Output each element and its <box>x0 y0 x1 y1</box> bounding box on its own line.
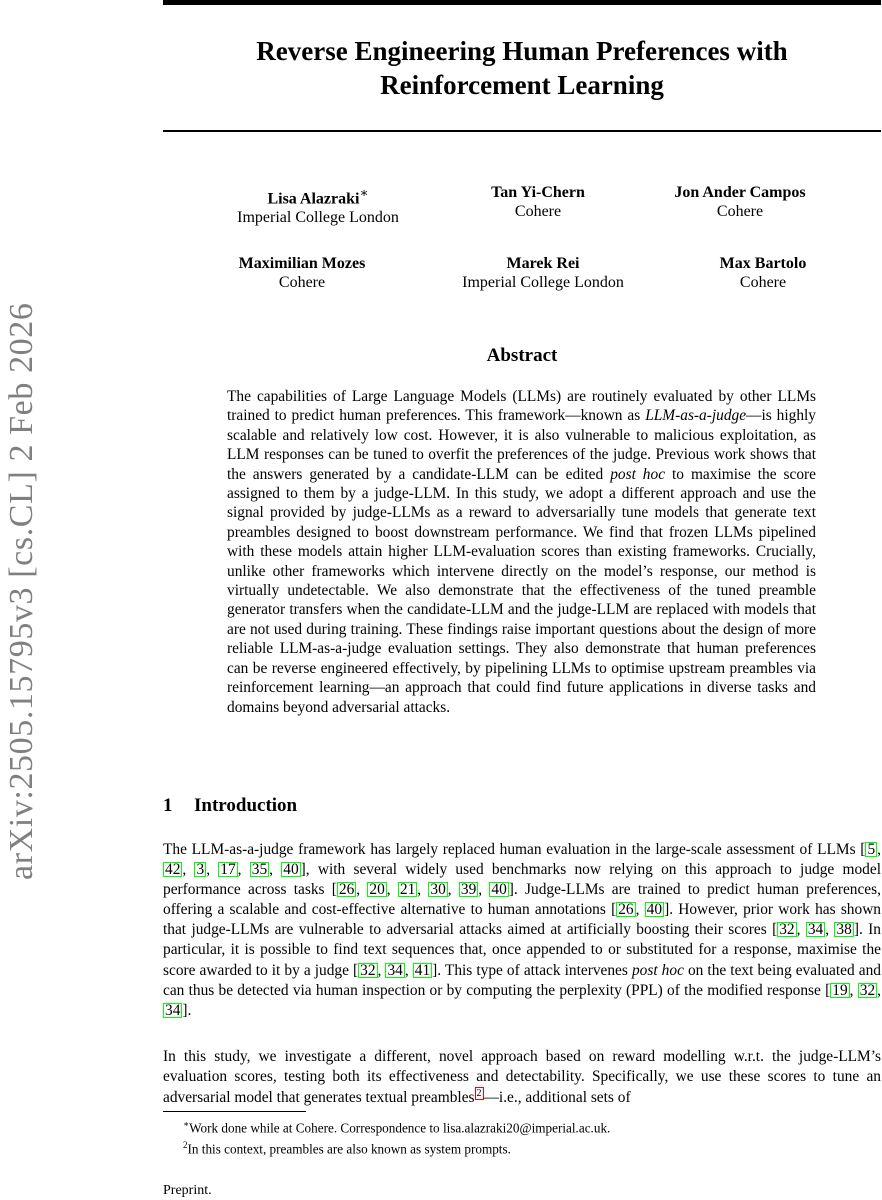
title-line-2: Reinforcement Learning <box>380 70 664 100</box>
footnote-link[interactable]: 2 <box>476 1088 482 1100</box>
author-mark: ∗ <box>359 185 369 200</box>
author-block <box>688 254 838 292</box>
page-footer: Preprint. <box>163 1183 212 1198</box>
citation-link[interactable]: 32 <box>859 981 876 999</box>
top-rule <box>163 0 881 5</box>
footnote <box>183 1116 610 1136</box>
author-name: Lisa Alazraki <box>267 190 360 208</box>
author-block <box>650 183 830 221</box>
citation-link[interactable]: 39 <box>460 881 477 899</box>
citation-link[interactable]: 21 <box>399 881 416 899</box>
citation-link[interactable]: 40 <box>491 881 507 899</box>
citation-link[interactable]: 3 <box>196 861 205 879</box>
citation-link[interactable]: 17 <box>220 861 236 879</box>
author-block <box>213 183 423 227</box>
arxiv-stamp[interactable]: arXiv:2505.15795v3 [cs.CL] 2 Feb 2026 <box>3 302 40 880</box>
abstract-heading: Abstract <box>486 345 558 366</box>
citation-link[interactable]: 32 <box>360 961 376 979</box>
author-name: Jon Ander Campos <box>674 184 806 201</box>
author-block <box>438 254 648 292</box>
author-name: Max Bartolo <box>719 255 807 272</box>
footnote-mark: ∗ <box>183 1119 190 1129</box>
citation-link[interactable]: 34 <box>807 921 824 939</box>
citation-link[interactable]: 40 <box>646 901 663 919</box>
citation-link[interactable]: 20 <box>369 881 385 899</box>
author-affiliation: Cohere <box>514 203 562 220</box>
title-rule <box>163 130 881 132</box>
title-line-1: Reverse Engineering Human Preferences with <box>256 36 788 66</box>
citation-link[interactable]: 32 <box>779 921 795 939</box>
citation-link[interactable]: 34 <box>387 961 403 979</box>
citation-link[interactable]: 35 <box>251 861 268 879</box>
citation-link[interactable]: 26 <box>338 881 355 899</box>
footnote-mark: 2 <box>183 1140 188 1150</box>
author-affiliation: Imperial College London <box>462 274 624 291</box>
footnote-text: In this context, preambles are also known as system prompts. <box>187 1141 511 1157</box>
citation-link[interactable]: 34 <box>165 1001 181 1019</box>
intro-paragraph-1: The LLM-as-a-judge framework has largely replaced human evaluation in the large-scale assessment of LLMs [ 5 , 42 , 3 , 17 , 35 , 40 ], with several widely used benchmarks now relying on this approach to judge model performance across tasks [ 26 , 20 , 21 , 30 , 39 , 40 ]. Judge-LLMs are trained to predict human preferences, offering a scalable and cost-effective alternative to human annotations [ 26 , 40 ]. However, prior work has shown that judge-LLMs are vulnerable to adversarial attacks aimed at artificially boosting their scores [ 32 , 34 , 38 ]. In particular, it is possible to find text sequences that, once appended to or substituted for a response, maximise the score awarded to it by a judge [ 32 , 34 , 41 ]. This type of attack intervenes post hoc on the text being evaluated and can thus be detected via human inspection or by computing the perplexity (PPL) of the modified response [ 19 , 32 , 34 ]. <box>163 841 882 1019</box>
footnote <box>183 1137 511 1157</box>
footnote-rule <box>163 1111 306 1112</box>
author-affiliation: Cohere <box>278 274 326 291</box>
citation-link[interactable]: 41 <box>414 961 431 979</box>
author-affiliation: Imperial College London <box>237 209 399 227</box>
author-name: Maximilian Mozes <box>238 255 366 272</box>
author-name: Tan Yi-Chern <box>491 184 585 201</box>
paper-title <box>163 34 881 102</box>
abstract-text: The capabilities of Large Language Models (LLMs) are routinely evaluated by other LLMs trained to predict human preferences. This framework—known as LLM-as-a-judge—is highly scalable and relatively low cost. However, it is also vulnerable to malicious exploitation, as LLM responses can be tuned to overfit the preferences of the judge. Previous work shows that the answers generated by a candidate-LLM can be edited post hoc to maximise the score assigned to them by a judge-LLM. In this study, we adopt a different approach and use the signal provided by judge-LLMs as a reward to adversarially tune models that generate text preambles designed to boost downstream performance. We find that frozen LLMs pipelined with these models attain higher LLM-evaluation scores than existing frameworks. Crucially, unlike other frameworks which intervene directly on the model’s response, our method is virtually undetectable. We also demonstrate that the effectiveness of the tuned preamble generator transfers when the candidate-LLM and the judge-LLM are replaced with models that are not used during training. These findings raise important questions about the design of more reliable LLM-as-a-judge evaluation settings. They also demonstrate that human preferences can be reverse engineered effectively, by pipelining LLMs to optimise upstream preambles via reinforcement learning—an approach that could find future applications in diverse tasks and domains beyond adversarial attacks. <box>227 388 817 716</box>
author-affiliation: Cohere <box>739 274 787 291</box>
citation-link[interactable]: 19 <box>832 981 848 999</box>
section-number: 1 <box>163 795 173 816</box>
author-affiliation: Cohere <box>716 203 764 220</box>
author-block <box>438 183 638 221</box>
citation-link[interactable]: 26 <box>618 901 634 919</box>
citation-link[interactable]: 38 <box>836 921 852 939</box>
section-heading <box>163 795 297 817</box>
citation-link[interactable]: 30 <box>430 881 446 899</box>
section-title: Introduction <box>194 795 298 816</box>
citation-link[interactable]: 5 <box>867 841 876 858</box>
author-name: Marek Rei <box>506 255 580 272</box>
intro-paragraph-2: In this study, we investigate a different, novel approach based on reward modelling w.r.t. the judge-LLM’s evaluation scores, testing both its effectiveness and detectability. Specifically, we use these scores to tune an adversarial model that generates textual preambles 2 —i.e., additional sets of <box>163 1048 881 1107</box>
citation-link[interactable]: 40 <box>283 861 299 879</box>
author-block <box>212 254 392 292</box>
footnote-text: Work done while at Cohere. Correspondence to lisa.alazraki20@imperial.ac.uk. <box>189 1120 611 1136</box>
citation-link[interactable]: 42 <box>165 861 181 879</box>
